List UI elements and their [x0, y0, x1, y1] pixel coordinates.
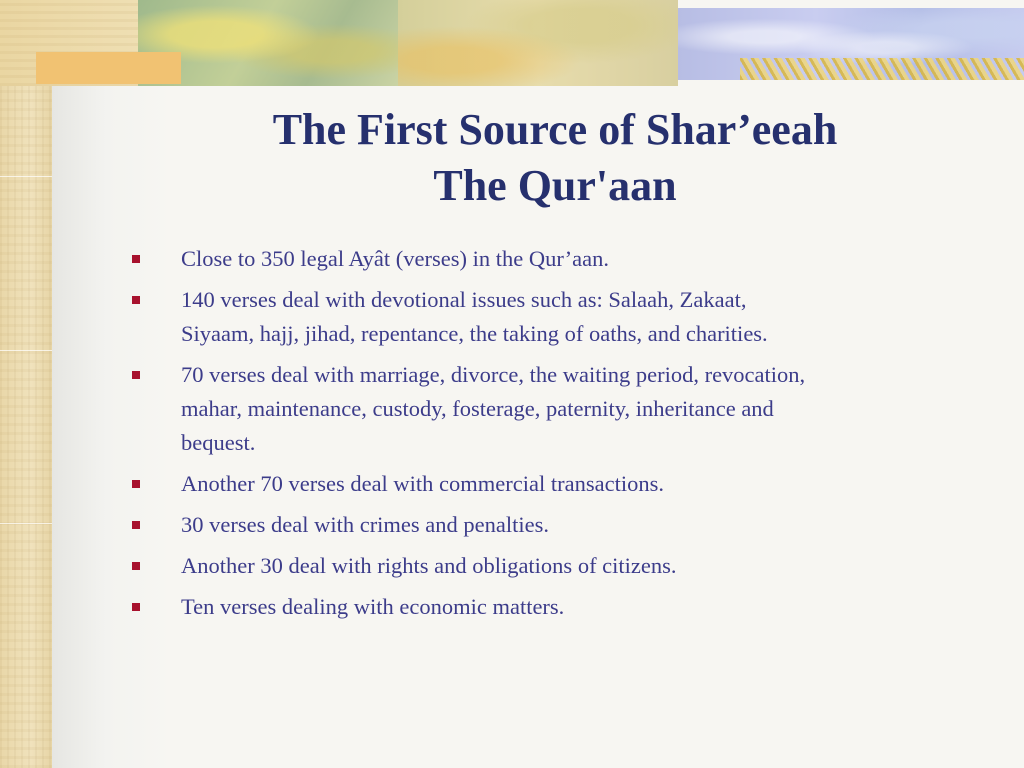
bullet-item [128, 590, 988, 624]
square-bullet-icon [132, 480, 140, 488]
strip-seam [0, 176, 52, 177]
square-bullet-icon [132, 562, 140, 570]
bullet-text-2b: Siyaam, hajj, jihad, repentance, the taking of oaths, and charities. [181, 321, 768, 346]
bullet-item [128, 467, 988, 501]
decorative-banner [0, 0, 1024, 86]
square-bullet-icon [132, 255, 140, 263]
bullet-text-2a: 140 verses deal with devotional issues such as: Salaah, Zakaat, [181, 287, 747, 312]
strip-seam [0, 523, 52, 524]
strip-seam [0, 350, 52, 351]
banner-wheat-image [740, 58, 1024, 80]
bullet-text-5: 30 verses deal with crimes and penalties. [181, 512, 550, 537]
title-line-2: The Qur'aan [433, 161, 677, 210]
parchment-side-strip [0, 0, 52, 768]
bullet-item [128, 549, 988, 583]
slide-title [120, 102, 990, 214]
bullet-text-3b: mahar, maintenance, custody, fosterage, paternity, inheritance and [181, 396, 774, 421]
square-bullet-icon [132, 521, 140, 529]
square-bullet-icon [132, 603, 140, 611]
bullet-item [128, 242, 988, 276]
bullet-list [128, 242, 988, 624]
square-bullet-icon [132, 371, 140, 379]
bullet-item [128, 283, 988, 351]
bullet-item [128, 508, 988, 542]
banner-flowers-image [398, 0, 678, 86]
bullet-text-4: Another 70 verses deal with commercial transactions. [181, 471, 664, 496]
title-line-1: The First Source of Shar’eeah [272, 105, 838, 154]
bullet-text-7: Ten verses dealing with economic matters. [181, 594, 565, 619]
banner-orange-bar [36, 52, 181, 84]
bullet-text-6: Another 30 deal with rights and obligations of citizens. [181, 553, 677, 578]
bullet-text-3a: 70 verses deal with marriage, divorce, the waiting period, revocation, [181, 362, 806, 387]
slide-body [128, 242, 988, 631]
bullet-text-1: Close to 350 legal Ayât (verses) in the Qur’aan. [181, 246, 610, 271]
bullet-text-3c: bequest. [181, 430, 256, 455]
bullet-item [128, 358, 988, 460]
square-bullet-icon [132, 296, 140, 304]
